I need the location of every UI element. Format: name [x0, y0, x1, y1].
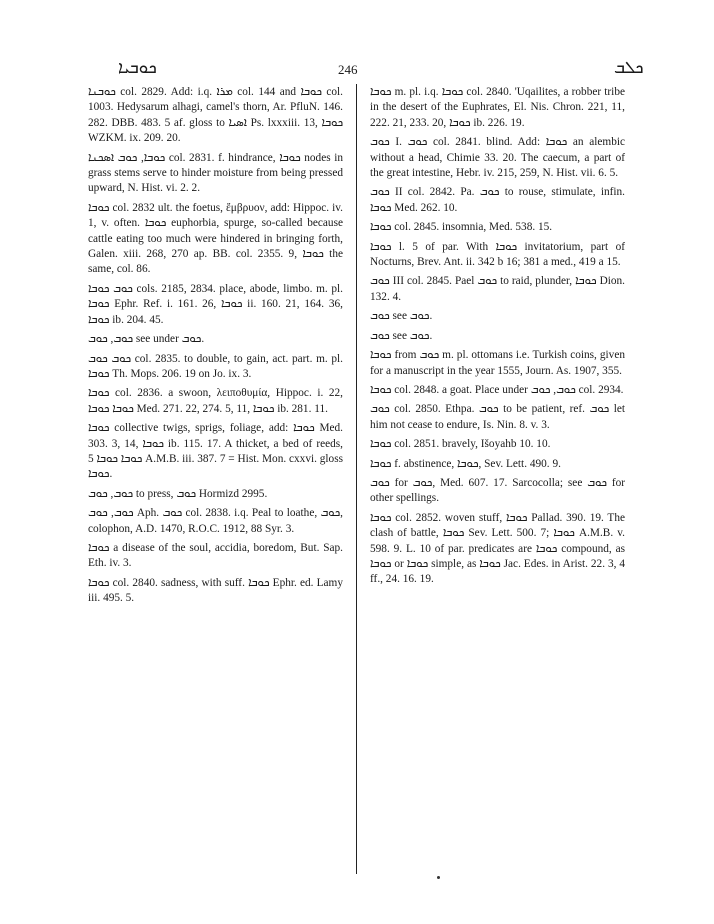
- dictionary-entry: ܟܘܒ for ܟܘܒ, Med. 607. 17. Sarcocolla; see ܟܘܒ for other spellings.: [370, 476, 626, 505]
- dictionary-entry: ܟܘܒ, ܟܘܒ to press, ܟܘܒ Hormizd 2995.: [88, 487, 268, 500]
- dictionary-entry: ܟܘܒ ܟܘܒ col. 2835. to double, to gain, act. part. m. pl. ܟܘܒܐ Th. Mops. 206. 19 on Jo. ix. 3.: [88, 352, 343, 380]
- left-column: [88, 85, 343, 611]
- dictionary-entry: ܟܘܒܐ col. 2840. sadness, with suff. ܟܘܒܐ Ephr. ed. Lamy iii. 495. 5.: [88, 576, 343, 605]
- dictionary-entry: ܟܘܒ col. 2850. Ethpa. ܟܘܒ to be patient, ref. ܟܘܒ let him not cease to endure, Is. Nin. 8. v. 3.: [370, 403, 625, 431]
- dictionary-entry: ܟܘܒܐ, ܟܘܒ ܐܣܟܢܐ col. 2831. f. hindrance, ܟܘܒܐ nodes in grass stems serve to hinder moisture from being pressed upward, N. Hist. vi. 2. 2.: [88, 151, 343, 195]
- running-head-right: ܟܠܒ: [614, 58, 644, 77]
- dictionary-entry: ܟܘܒܐ col. 2845. insomnia, Med. 538. 15.: [370, 221, 553, 234]
- dictionary-entry: ܟܘܒ, ܟܘܒ Aph. ܟܘܒ col. 2838. i.q. Peal to loathe, ܟܘܒ, colophon, A.D. 1470, R.O.C. 1912, 88 Syr. 3.: [88, 507, 343, 535]
- dictionary-entry: ܟܘܒ see ܟܘܒ.: [370, 329, 433, 342]
- dictionary-entry: ܟܘܒܐ a disease of the soul, accidia, boredom, But. Sap. Eth. iv. 3.: [88, 541, 343, 570]
- dictionary-entry: ܟܘܒ ܟܘܒܐ cols. 2185, 2834. place, abode, limbo. m. pl. ܟܘܒܐ Ephr. Ref. i. 161. 26, ܟܘܒܐ ii. 160. 21, 164. 36, ܟܘܒܐ ib. 204. 45.: [88, 282, 344, 326]
- dictionary-entry: ܟܘܒ, ܟܘܒ see under ܟܘܒ.: [88, 333, 205, 346]
- dictionary-entry: ܟܘܒܐ f. abstinence, ܟܘܒܐ, Sev. Lett. 490. 9.: [370, 457, 561, 470]
- dictionary-entry: ܟܘܒܐ col. 2851. bravely, Išoyahb 10. 10.: [370, 438, 551, 451]
- dictionary-entry: ܟܘܒܐ from ܟܘܒ m. pl. ottomans i.e. Turkish coins, given for a manuscript in the year 1555, Journ. As. 1907, 355.: [370, 349, 625, 377]
- right-column: [370, 85, 625, 592]
- dictionary-entry: ܟܘܒ II col. 2842. Pa. ܟܘܒ to rouse, stimulate, infin. ܟܘܒܐ Med. 262. 10.: [370, 186, 626, 214]
- dictionary-entry: ܟܘܒܐ l. 5 of par. With ܟܘܒܐ invitatorium, part of Nocturns, Brev. Ant. ii. 342 b 16; 381 a med., 419 a 15.: [370, 240, 626, 269]
- dictionary-entry: ܟܘܒܐ col. 2852. woven stuff, ܟܘܒܐ Pallad. 390. 19. The clash of battle, ܟܘܒܐ Sev. Lett. 500. 7; ܟܘܒܐ A.M.B. v. 598. 9. L. 10 of par. predicates are ܟܘܒܐ compound, as ܟܘܒܐ or ܟܘܒܐ simple, as ܟܘܒܐ Jac. Edes. in Arist. 22. 3, 4 ff., 24. 16. 19.: [370, 511, 625, 586]
- page-number: 246: [338, 62, 358, 77]
- dictionary-entry: ܟܘܒ I. ܟܘܒ col. 2841. blind. Add: ܟܘܒܐ an alembic without a head, Chimie 33. 20. The caecum, a part of the great intestine, Hebr. iv. 215, 259, N. Hist. vii. 6. 5.: [370, 136, 625, 180]
- dictionary-entry: ܟܘܒܐ col. 2848. a goat. Place under ܟܘܒ, ܟܘܒ col. 2934.: [370, 383, 624, 396]
- dictionary-entry: ܟܘܒܐ m. pl. i.q. ܟܘܒܐ col. 2840. 'Uqailites, a robber tribe in the desert of the Euphrates, El. Nis. Chron. 221, 11, 222. 21, 233. 20, ܟܘܒܐ ib. 226. 19.: [370, 86, 625, 129]
- dictionary-entry: ܟܘܒ see ܟܘܒ.: [370, 310, 433, 323]
- column-divider: [356, 84, 357, 874]
- print-speck: [437, 876, 440, 879]
- dictionary-entry: ܟܘܒ III col. 2845. Pael ܟܘܒ to raid, plunder, ܟܘܒܐ Dion. 132. 4.: [370, 275, 625, 303]
- dictionary-entry: ܟܘܒܢܐ col. 2829. Add: i.q. ܡܪܐ col. 144 and ܟܘܒܐ col. 1003. Hedysarum alhagi, camel's thorn, Ar. PfluN. 146. 282. DBB. 483. 5 af. gloss to ܐܣܝܐ Ps. lxxxiii. 13, ܟܘܒܐ WZKM. ix. 209. 20.: [88, 86, 344, 145]
- dictionary-entry: ܟܘܒܐ col. 2832 ult. the foetus, ἔμβρυον, add: Hippoc. iv. 1, v. often. ܟܘܒܐ euphorbia, spurge, so-called because cattle eating too much were hindered in bringing forth, Galen. xiii. 268, 270 ap. BB. col. 2355. 9, ܟܘܒܐ the same, col. 86.: [88, 201, 343, 276]
- running-head-left: ܟܘܒܝܐ: [118, 58, 157, 77]
- dictionary-entry: ܟܘܒܐ col. 2836. a swoon, λειποθυμία, Hippoc. i. 22, ܟܘܒܐ ܟܘܒܐ Med. 271. 22, 274. 5, 11, ܟܘܒܐ ib. 281. 11.: [88, 387, 343, 415]
- dictionary-entry: ܟܘܒܐ collective twigs, sprigs, foliage, add: ܟܘܒܐ Med. 303. 3, 14, ܟܘܒܐ ib. 115. 17. A thicket, a bed of reeds, ܟܘܒܐ ܟܘܒܐ 5 A.M.B. iii. 387. 7 = Hist. Mon. cxxvi. gloss ܟܘܒܐ.: [88, 422, 343, 481]
